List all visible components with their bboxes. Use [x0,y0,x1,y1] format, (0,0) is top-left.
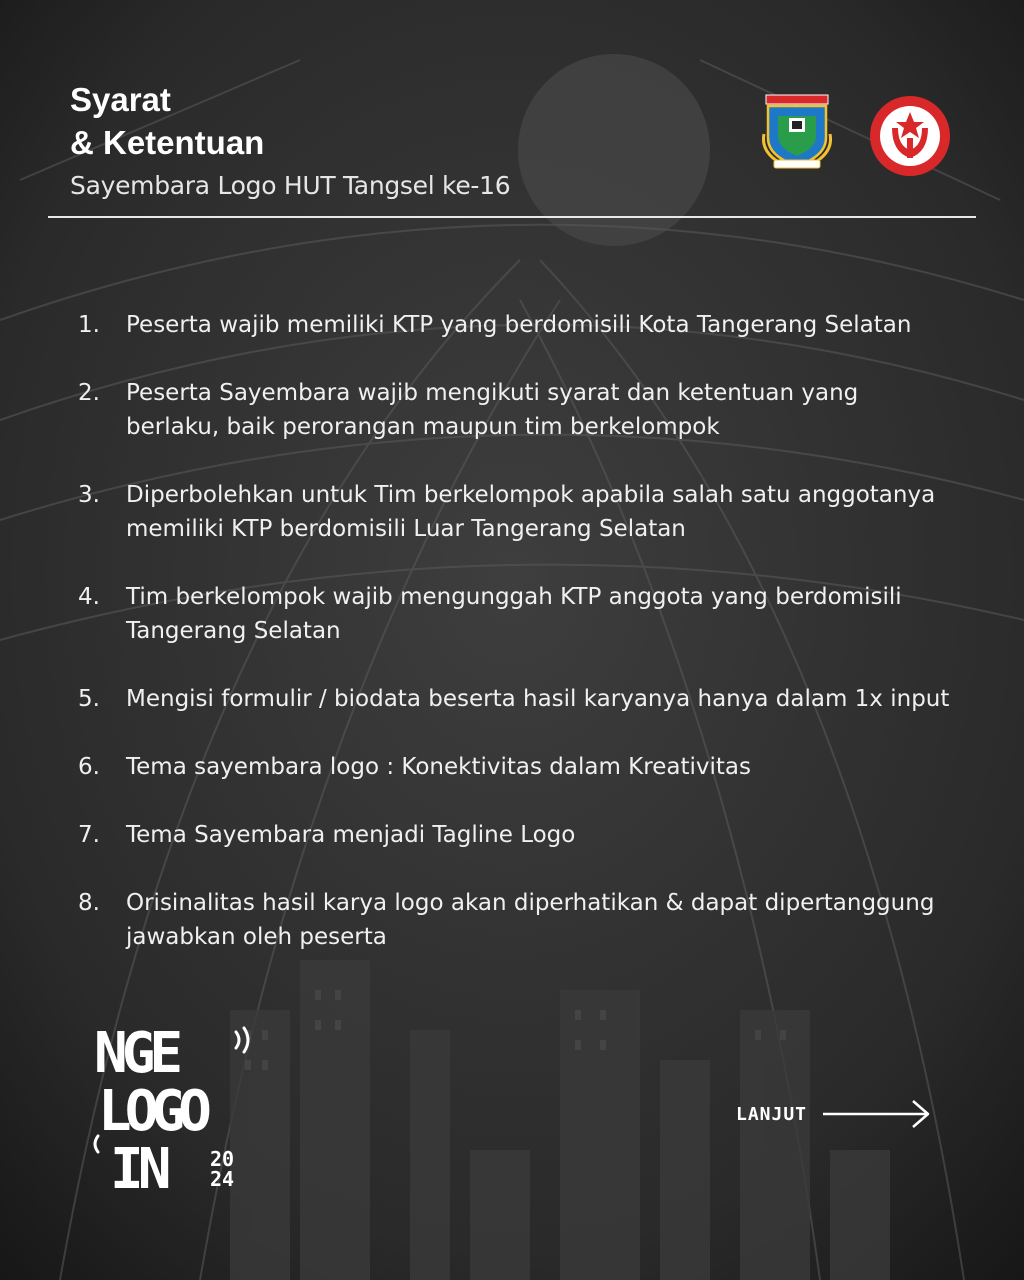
rule-text: Diperbolehkan untuk Tim berkelompok apabila salah satu anggotanya memiliki KTP berdomisili Luar Tangerang Selatan [126,482,936,542]
rule-number: 7. [78,822,100,848]
dekranas-emblem-icon [868,94,952,178]
ngelogoin-2024-logo [92,1020,262,1200]
rule-item-3 [78,478,958,546]
brand-line-1: NGE [94,1021,178,1086]
brand-year-bottom: 24 [210,1167,235,1191]
rule-item-5 [78,682,958,716]
rule-number: 1. [78,312,100,338]
rule-text: Orisinalitas hasil karya logo akan diperhatikan & dapat dipertanggung jawabkan oleh peserta [126,890,935,950]
rule-item-1 [78,308,958,342]
rule-text: Tema Sayembara menjadi Tagline Logo [126,822,576,848]
header-divider [48,216,976,218]
subtitle: Sayembara Logo HUT Tangsel ke-16 [70,171,511,200]
next-button[interactable] [736,1096,933,1132]
rule-item-6 [78,750,958,784]
title-line-1: Syarat [70,81,171,118]
title-line-2: & Ketentuan [70,124,265,161]
rule-item-7 [78,818,958,852]
next-label: LANJUT [736,1103,808,1125]
rule-text: Peserta Sayembara wajib mengikuti syarat dan ketentuan yang berlaku, baik perorangan maupun tim berkelompok [126,380,859,440]
rule-text: Tema sayembara logo : Konektivitas dalam Kreativitas [126,754,751,780]
kota-tangerang-selatan-emblem-icon [756,94,838,170]
rules-list [78,308,958,954]
rule-item-8 [78,886,958,954]
rule-number: 3. [78,482,100,508]
rule-number: 4. [78,584,100,610]
rule-item-4 [78,580,958,648]
brand-line-2: LOGO [98,1079,205,1144]
rule-text: Mengisi formulir / biodata beserta hasil karyanya hanya dalam 1x input [126,686,950,712]
rule-number: 6. [78,754,100,780]
rule-number: 8. [78,890,100,916]
rule-text: Peserta wajib memiliki KTP yang berdomisili Kota Tangerang Selatan [126,312,912,338]
arrow-right-icon [821,1098,933,1130]
rule-number: 2. [78,380,100,406]
rule-text: Tim berkelompok wajib mengunggah KTP anggota yang berdomisili Tangerang Selatan [126,584,902,644]
brand-line-3: IN [110,1137,166,1200]
rule-item-2 [78,376,958,444]
rule-number: 5. [78,686,100,712]
brand-year-top: 20 [210,1147,235,1171]
header [70,78,510,202]
